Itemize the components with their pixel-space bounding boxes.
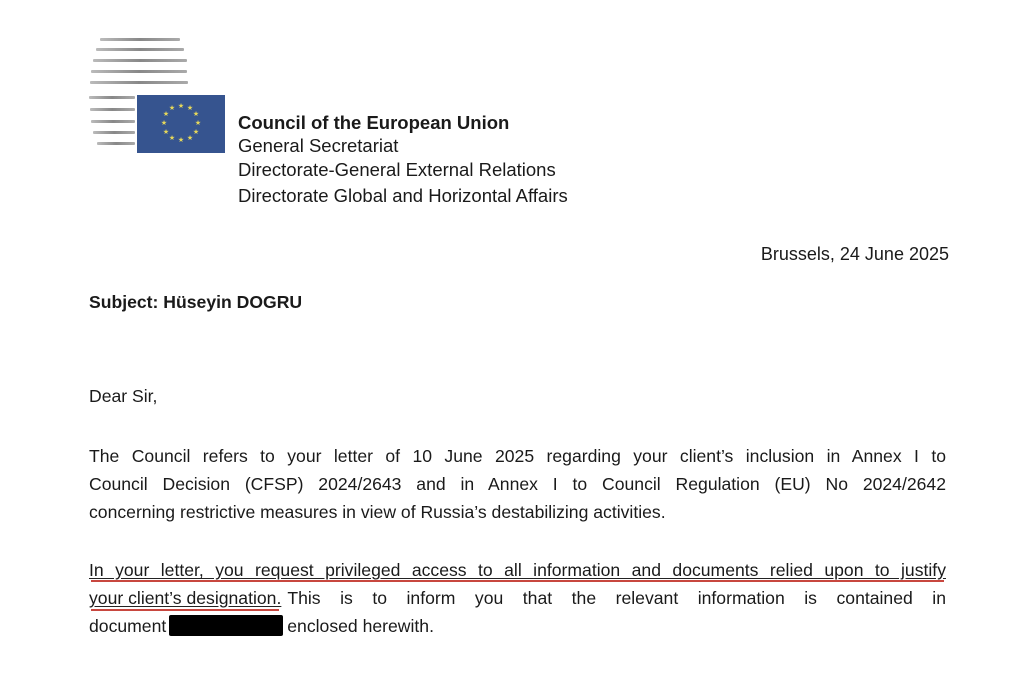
header-line-directorate-general: Directorate-General External Relations [238,159,556,180]
paragraph-2-line-2-rest: This is to inform you that the relevant information is contained in [287,588,946,608]
paragraph-2-line-2 [89,587,946,609]
svg-text:★: ★ [192,110,200,118]
svg-text:★: ★ [168,134,176,142]
document-label: document [89,616,167,636]
paragraph-1-line-2: Council Decision (CFSP) 2024/2643 and in Annex I to Council Regulation (EU) No 2024/2642 [89,474,946,494]
council-logo [88,36,228,156]
header-line-directorate: Directorate Global and Horizontal Affairs [238,185,568,206]
subject-line: Subject: Hüseyin DOGRU [89,292,303,312]
svg-text:★: ★ [186,134,194,142]
paragraph-2-line-3 [89,615,946,637]
underlined-designation-text: your client’s designation. [89,588,282,608]
enclosed-text: enclosed herewith. [287,616,434,636]
svg-text:★: ★ [162,128,170,136]
paragraph-2-line-1 [89,559,946,585]
svg-text:★: ★ [160,119,168,127]
paragraph-1-line-3: concerning restrictive measures in view of Russia’s destabilizing activities. [89,502,666,522]
place-date: Brussels, 24 June 2025 [760,244,949,264]
svg-text:★: ★ [168,104,176,112]
svg-text:★: ★ [194,119,202,127]
redacted-document-reference [169,615,283,636]
underlined-request-text: In your letter, you request privileged access to all information and documents relied upon to justify [89,560,946,580]
paragraph-1-line-1: The Council refers to your letter of 10 June 2025 regarding your client’s inclusion in Annex I to [89,446,946,466]
salutation: Dear Sir, [89,386,158,406]
header-line-secretariat: General Secretariat [238,135,399,156]
svg-text:★: ★ [177,102,185,110]
svg-text:★: ★ [162,110,170,118]
svg-text:★: ★ [192,128,200,136]
eu-flag-icon [137,95,225,153]
svg-text:★: ★ [177,136,185,144]
organization-name: Council of the European Union [238,112,510,133]
svg-text:★: ★ [186,104,194,112]
